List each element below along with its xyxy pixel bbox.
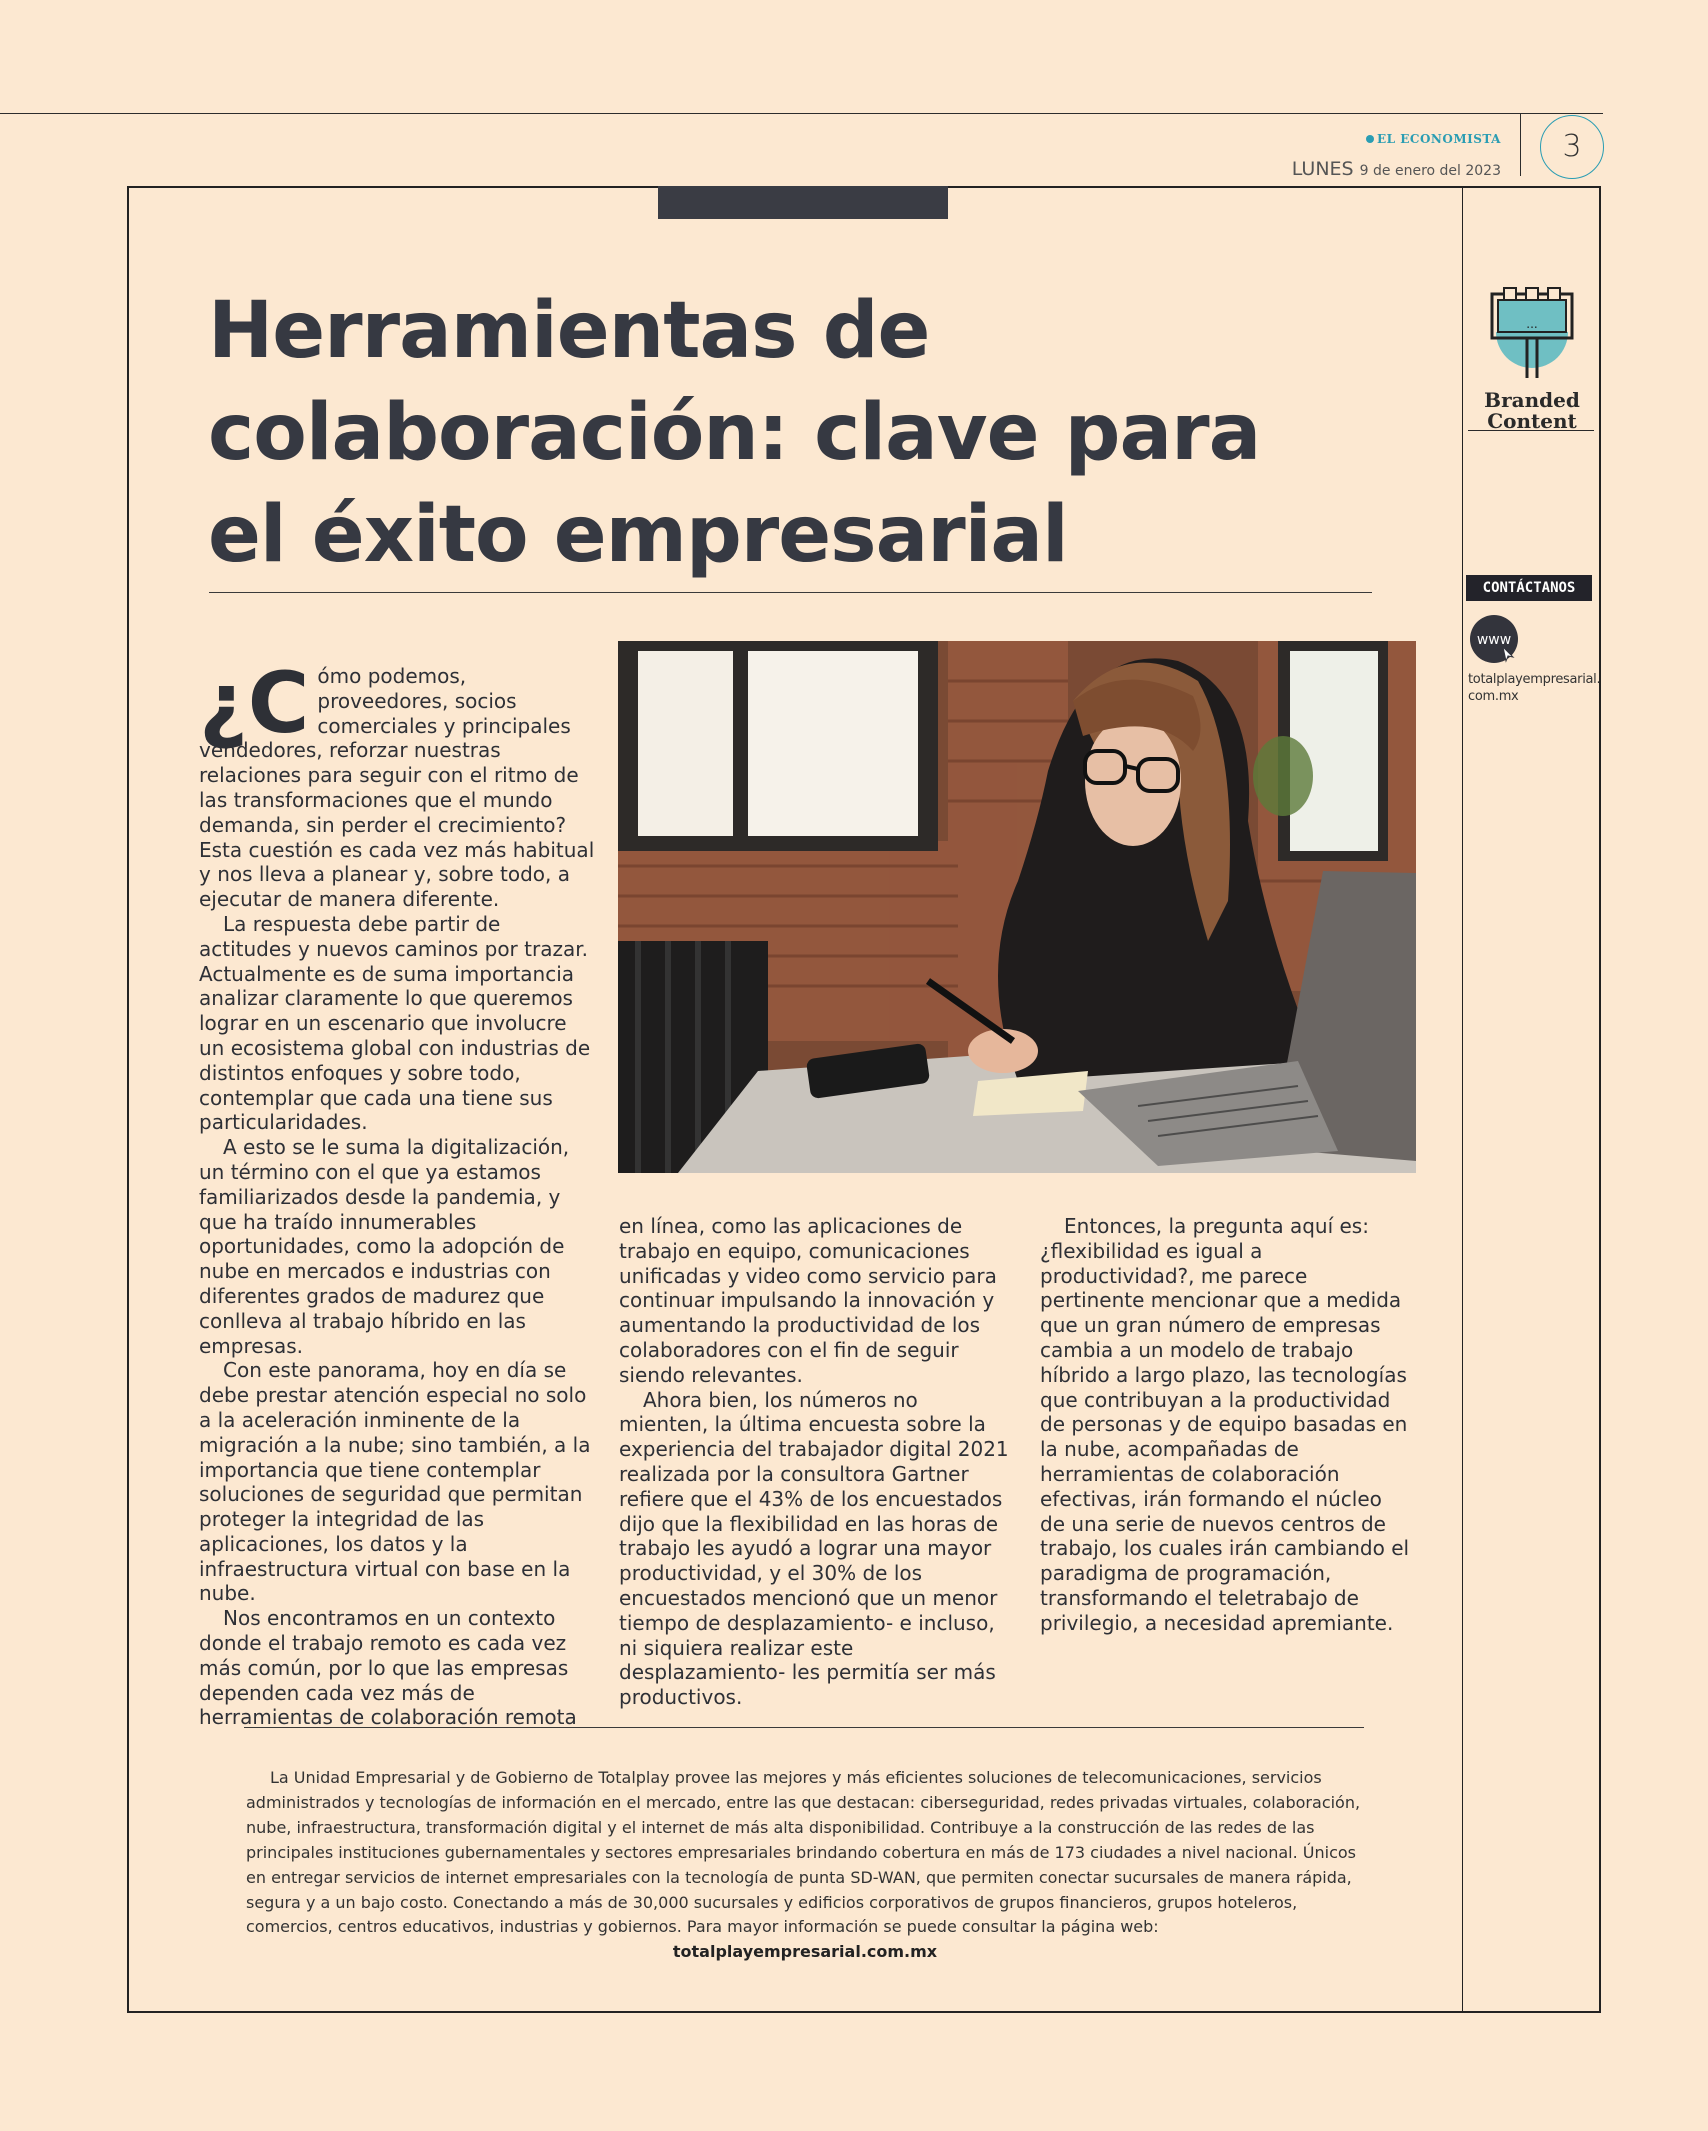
top-rule: [0, 113, 1603, 114]
headline-line-1: Herramientas de: [208, 286, 930, 376]
headline-line-3: el éxito empresarial: [208, 490, 1068, 580]
headline: [208, 280, 1368, 586]
branded-rule: [1468, 430, 1594, 431]
masthead-separator: [1520, 114, 1521, 176]
masthead-logo: [1366, 132, 1501, 146]
svg-text:...: ...: [1526, 317, 1538, 331]
branded-line-1: Branded: [1484, 388, 1580, 412]
article-photo: [618, 641, 1416, 1173]
article-column-1: [199, 654, 597, 1730]
article-column-2: [619, 1214, 1011, 1710]
headline-rule: [209, 592, 1372, 593]
www-icon[interactable]: [1469, 614, 1521, 666]
page-number: 3: [1540, 115, 1604, 179]
logo-text: EL ECONOMISTA: [1377, 132, 1501, 146]
branded-line-2: Content: [1487, 409, 1577, 433]
paragraph: en línea, como las aplicaciones de trabajo en equipo, comunicaciones unificadas y video como servicio para continuar impulsando la innovación y aumentando la productividad de los colaboradores con el fin de seguir siendo relevantes.: [619, 1214, 997, 1387]
paragraph: Ahora bien, los números no mienten, la última encuesta sobre la experiencia del trabajador digital 2021 realizada por la consultora Gartner refiere que el 43% de los encuestados dijo que la flexibilidad en las horas de trabajo les ayudó a lograr una mayor productividad, y el 30% de los encuestados mencionó que un menor tiempo de desplazamiento- e incluso, ni siquiera realizar este desplazamiento- les permitía ser más productivos.: [619, 1387, 1009, 1710]
footer-paragraph: La Unidad Empresarial y de Gobierno de Totalplay provee las mejores y más eficientes soluciones de telecomunicaciones, servicios administrados y tecnologías de información en el mercado, entre las que destacan: ciberseguridad, redes privadas virtuales, colaboración, nube, infraestructura, transformación digital y el internet de más alta disponibilidad. Contribuye a la construcción de las redes de las principales instituciones gubernamentales y sectores empresariales brindando cobertura en más de 173 ciudades a nivel nacional. Únicos en entregar servicios de internet empresariales con la tecnología de punta SD-WAN, que permiten conectar sucursales de manera rápida, segura y a un bajo costo. Conectando a más de 30,000 sucursales y edificios corporativos de grupos financieros, grupos hoteleros, comercios, centros educativos, industrias y gobiernos. Para mayor información se puede consultar la página web:: [246, 1768, 1361, 1937]
footer-rule: [244, 1727, 1364, 1728]
footer-url[interactable]: totalplayempresarial.com.mx: [672, 1942, 938, 1961]
headline-line-2: colaboración: clave para: [208, 388, 1261, 478]
photo-woman-laptop: [618, 641, 1416, 1173]
logo-dot-icon: [1366, 135, 1374, 143]
footer-note: [246, 1766, 1364, 1940]
sidebar-divider: [1462, 186, 1463, 2013]
paragraph: A esto se le suma la digitalización, un término con el que ya estamos familiarizados desde la pandemia, y que ha traído innumerables oportunidades, como la adopción de nube en mercados e industrias con diferentes grados de madurez que conlleva al trabajo híbrido en las empresas.: [199, 1135, 570, 1358]
masthead-date-text: 9 de enero del 2023: [1359, 163, 1501, 179]
paragraph-text: ómo podemos, proveedores, socios comerciales y principales vendedores, reforzar nuestras relaciones para seguir con el ritmo de las transformaciones que el mundo demanda, sin perder el crecimiento? Esta cuestión es cada vez más habitual y nos lleva a planear y, sobre todo, a ejecutar de manera diferente.: [199, 664, 595, 912]
contact-url-line-1: totalplayempresarial.: [1468, 672, 1601, 687]
masthead-date: [1292, 158, 1501, 180]
www-globe-icon: [1469, 614, 1521, 666]
billboard-icon: [1482, 280, 1582, 380]
contact-url[interactable]: [1468, 671, 1601, 705]
branded-label: [1470, 390, 1594, 432]
branded-content-badge: [1470, 280, 1594, 432]
contact-url-line-2: com.mx: [1468, 689, 1519, 704]
paragraph: Entonces, la pregunta aquí es: ¿flexibilidad es igual a productividad?, me parece pertinente mencionar que a medida que un gran número de empresas cambia a un modelo de trabajo híbrido a largo plazo, las tecnologías que contribuyan a la productividad de personas y de equipo basadas en la nube, acompañadas de herramientas de colaboración efectivas, irán formando el núcleo de una serie de nuevos centros de trabajo, los cuales irán cambiando el paradigma de programación, transformando el teletrabajo de privilegio, a necesidad apremiante.: [1040, 1214, 1410, 1635]
contact-label: CONTÁCTANOS: [1466, 575, 1592, 601]
www-text: www: [1476, 632, 1512, 648]
paragraph: [199, 654, 597, 912]
paragraph: Con este panorama, hoy en día se debe prestar atención especial no solo a la aceleración inminente de la migración a la nube; sino también, a la importancia que tiene contemplar soluciones de seguridad que permitan proteger la integridad de las aplicaciones, los datos y la infraestructura virtual con base en la nube.: [199, 1358, 591, 1606]
drop-cap: ¿C: [199, 654, 310, 752]
article-column-3: [1040, 1214, 1410, 1636]
paragraph: La respuesta debe partir de actitudes y nuevos caminos por trazar. Actualmente es de suma importancia analizar claramente lo que queremos lograr en un escenario que involucre un ecosistema global con industrias de distintos enfoques y sobre todo, contemplar que cada una tiene sus particularidades.: [199, 911, 591, 1135]
masthead-day: LUNES: [1291, 158, 1354, 180]
paragraph: Nos encontramos en un contexto donde el trabajo remoto es cada vez más común, por lo que las empresas dependen cada vez más de herramientas de colaboración remota: [199, 1606, 577, 1730]
top-accent-bar: [658, 186, 948, 219]
